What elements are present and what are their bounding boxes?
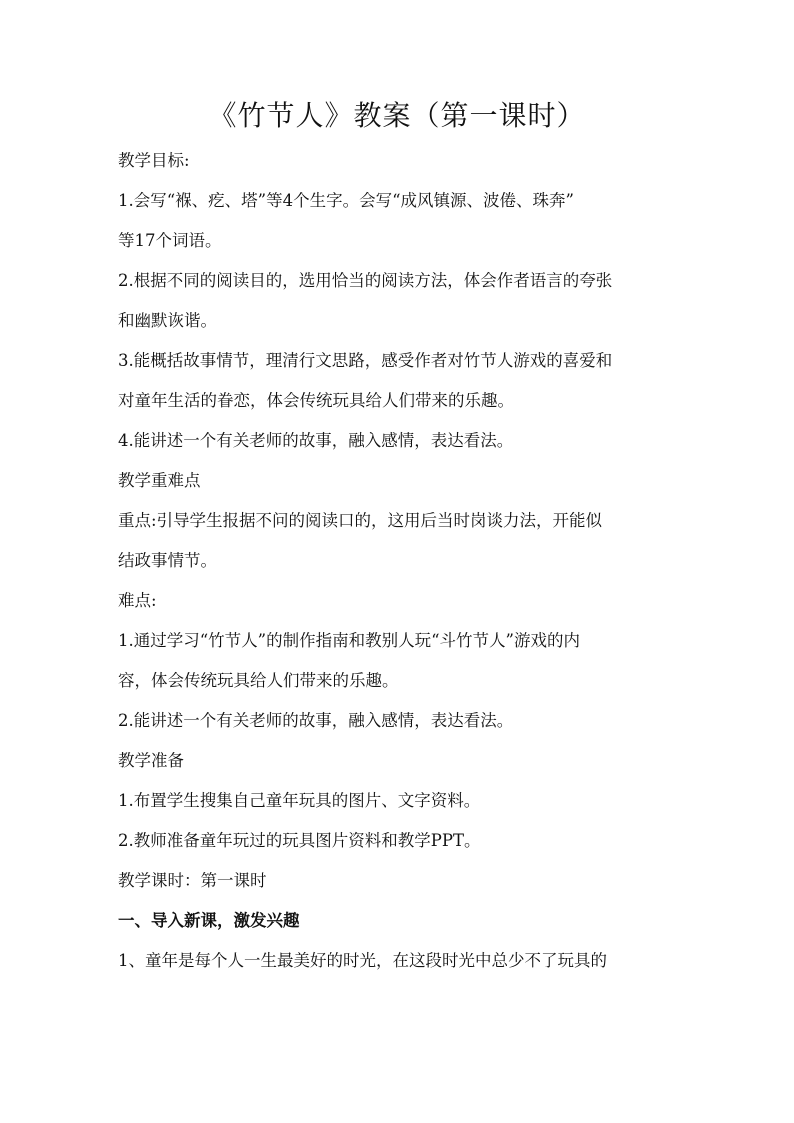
paragraph-line: 结政事情节。 [118, 551, 217, 570]
paragraph-line: 对童年生活的眷恋，体会传统玩具给人们带来的乐趣。 [118, 391, 514, 410]
section-heading-class-hours: 教学课时：第一课时 [118, 871, 267, 890]
paragraph-line: 3.能概括故事情节，理清行文思路，感受作者对竹节人游戏的喜爱和 [118, 351, 613, 370]
paragraph-line: 4.能讲述一个有关老师的故事，融入感情，表达看法。 [118, 431, 514, 450]
section-heading-difficulties: 难点: [118, 591, 157, 610]
paragraph-line: 1.通过学习“竹节人”的制作指南和教别人玩“斗竹节人”游戏的内 [118, 631, 580, 650]
paragraph-line: 1.会写“褓、疙、塔”等4个生字。会写“成风镇源、波倦、珠奔” [118, 191, 574, 210]
section-heading-preparation: 教学准备 [118, 751, 184, 770]
paragraph-line: 1.布置学生搜集自己童年玩具的图片、文字资料。 [118, 791, 481, 810]
document-title: 《竹节人》教案（第一课时） [208, 99, 586, 132]
paragraph-line: 2.根据不同的阅读目的，选用恰当的阅读方法，体会作者语言的夸张 [118, 271, 613, 290]
paragraph-line: 等17个词语。 [118, 231, 222, 250]
paragraph-line: 容，体会传统玩具给人们带来的乐趣。 [118, 671, 399, 690]
section-heading-objectives: 教学目标: [118, 151, 190, 170]
paragraph-line: 2.能讲述一个有关老师的故事，融入感情，表达看法。 [118, 711, 514, 730]
paragraph-line: 重点:引导学生报据不问的阅读口的，这用后当时岗谈力法，开能似 [118, 511, 603, 530]
paragraph-line: 1、童年是每个人一生最美好的时光，在这段时光中总少不了玩具的 [118, 951, 607, 970]
section-heading-key-points: 教学重难点 [118, 471, 201, 490]
paragraph-line: 和幽默诙谐。 [118, 311, 217, 330]
document-body [118, 141, 680, 981]
paragraph-line: 2.教师准备童年玩过的玩具图片资料和教学PPT。 [118, 831, 481, 850]
section-heading-introduction: 一、导入新课，激发兴趣 [118, 911, 300, 930]
